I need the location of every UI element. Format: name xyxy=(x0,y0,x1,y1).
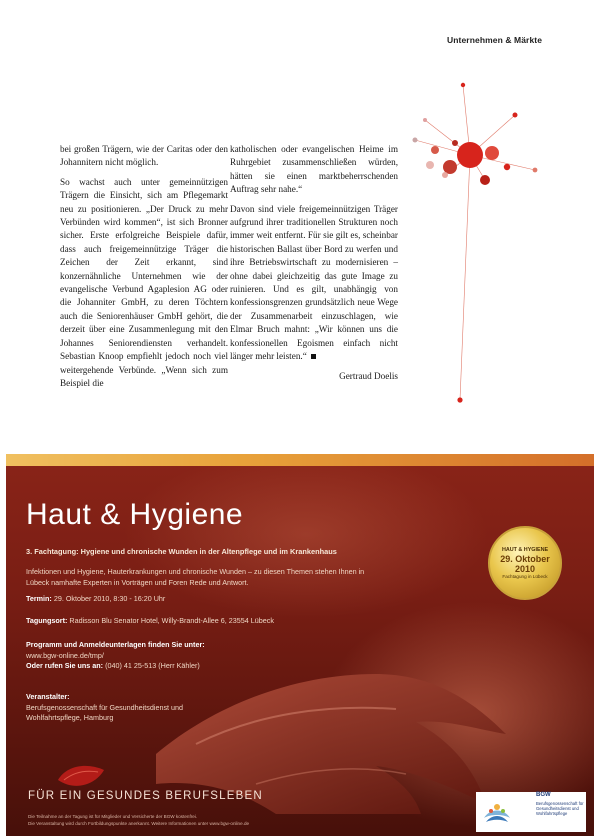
ad-intro-text: Infektionen und Hygiene, Hauterkrankungen und chronische Wunden – zu diesen Themen stehen Ihnen in Lübeck namhafte Experten in Vorträgen und Foren Rede und Antwort. xyxy=(26,567,365,587)
ad-organizer-value: Berufsgenossenschaft für Gesundheitsdienst und Wohlfahrtspflege, Hamburg xyxy=(26,702,184,722)
article-column-right xyxy=(230,143,398,383)
bgw-logo[interactable] xyxy=(476,792,586,832)
ad-date-line xyxy=(26,594,165,605)
ad-venue-line xyxy=(26,616,274,627)
ad-top-band xyxy=(6,454,594,466)
bgw-logo-abbr: BGW xyxy=(536,792,551,798)
badge-title: HAUT & HYGIENE xyxy=(501,546,549,553)
ad-program-label: Programm und Anmeldeunterlagen finden Sie unter: xyxy=(26,640,205,649)
ad-phone-label: Oder rufen Sie uns an: xyxy=(26,661,104,670)
ad-phone-value: (040) 41 25-513 (Herr Kähler) xyxy=(105,661,200,670)
ad-venue-value: Radisson Blu Senator Hotel, Willy-Brandt-Allee 6, 23554 Lübeck xyxy=(69,616,274,625)
hand-image xyxy=(156,634,516,814)
advertisement[interactable] xyxy=(6,454,594,836)
article-paragraph: katholischen oder evangelischen Heime im Ruhrgebiet zusammenschließen würden, hätten sie einen marktbeherrschenden Auftrag sehr nahe.“ xyxy=(230,144,398,195)
ad-smallprint xyxy=(28,814,448,827)
article-paragraph: So wachst auch unter gemeinnützigen Trägern die Einsicht, sich am Pflegemarkt neu zu positionieren. „Der Druck zu mehr Verbünden wird kommen“, ist sich Bronner sicher. Erste erfolgreiche Beispiele dafür, dass auch freigemeinnützige Träger die Zeichen der Zeit erkannt, sind konzernähnliche Unternehmen wie der evangelische Verbund Agaplesion AG oder die Johanniter GmbH, zu deren Töchtern auch die Seniorenhäuser GmbH gehört, die derzeit über eine Zusammenlegung mit den Johannes Seniorendiensten verhandelt. Sebastian Knoop empfiehlt jedoch noch viel weitergehende Verbünde. „Wenn sich zum Beispiel die xyxy=(60,176,228,388)
ad-smallprint-line: Die Veranstaltung wird durch Fortbildungspunkte anerkannt. Weitere Informationen unter www.bgw-online.de xyxy=(28,820,250,826)
ad-date-label: Termin: xyxy=(26,594,52,603)
ad-program-url[interactable]: www.bgw-online.de/tmp/ xyxy=(26,650,104,660)
event-badge xyxy=(488,526,562,600)
article-column-left xyxy=(60,143,228,396)
bgw-logo-text: Berufsgenossenschaft für Gesundheitsdienst und Wohlfahrtspflege xyxy=(536,801,584,817)
article-paragraph xyxy=(230,203,398,364)
badge-subtitle: Fachtagung in Lübeck xyxy=(502,573,548,579)
article-paragraph: bei großen Trägern, wie der Caritas oder den Johannitern nicht möglich. xyxy=(60,144,228,168)
bgw-logo-icon xyxy=(482,798,512,828)
ad-title: Haut & Hygiene xyxy=(26,498,244,531)
ad-venue-label: Tagungsort: xyxy=(26,616,68,625)
molecule-graphic xyxy=(395,55,555,415)
ad-footer-title: FÜR EIN GESUNDES BERUFSLEBEN xyxy=(28,790,263,802)
ad-smallprint-line: Die Teilnahme an der Tagung ist für Mitglieder und Versicherte der BGW kostenfrei. xyxy=(28,814,198,819)
ad-subtitle: 3. Fachtagung: Hygiene und chronische Wunden in der Altenpflege und im Krankenhaus xyxy=(26,547,337,556)
article-author: Gertraud Doelis xyxy=(339,370,398,381)
badge-date: 29. Oktober 2010 xyxy=(500,553,550,574)
ad-organizer-label: Veranstalter: xyxy=(26,692,70,701)
ad-date-value: 29. Oktober 2010, 8:30 - 16:20 Uhr xyxy=(53,594,166,603)
end-mark-icon xyxy=(311,354,316,359)
rose-petal-image xyxy=(56,762,106,792)
section-label: Unternehmen & Märkte xyxy=(447,35,543,45)
article-paragraph-text: Davon sind viele freigemeinnützigen Träger aufgrund ihrer traditionellen Strukturen noch immer weit entfernt. Für sie gilt es, scheinbar historischen Ballast über Bord zu werfen und ihre Betriebswirtschaft zu modernisieren – ohne dabei gleichzeitig das gute Image zu ruinieren. Und es gilt, unabhängig von konfessionsgrenzen grundsätzlich neue Wege der Zusammenarbeit einzuschlagen, wie Elmar Bruch mahnt: „Wir können uns die konfessionellen Egoismen einfach nicht länger mehr leisten.“ xyxy=(230,203,398,362)
